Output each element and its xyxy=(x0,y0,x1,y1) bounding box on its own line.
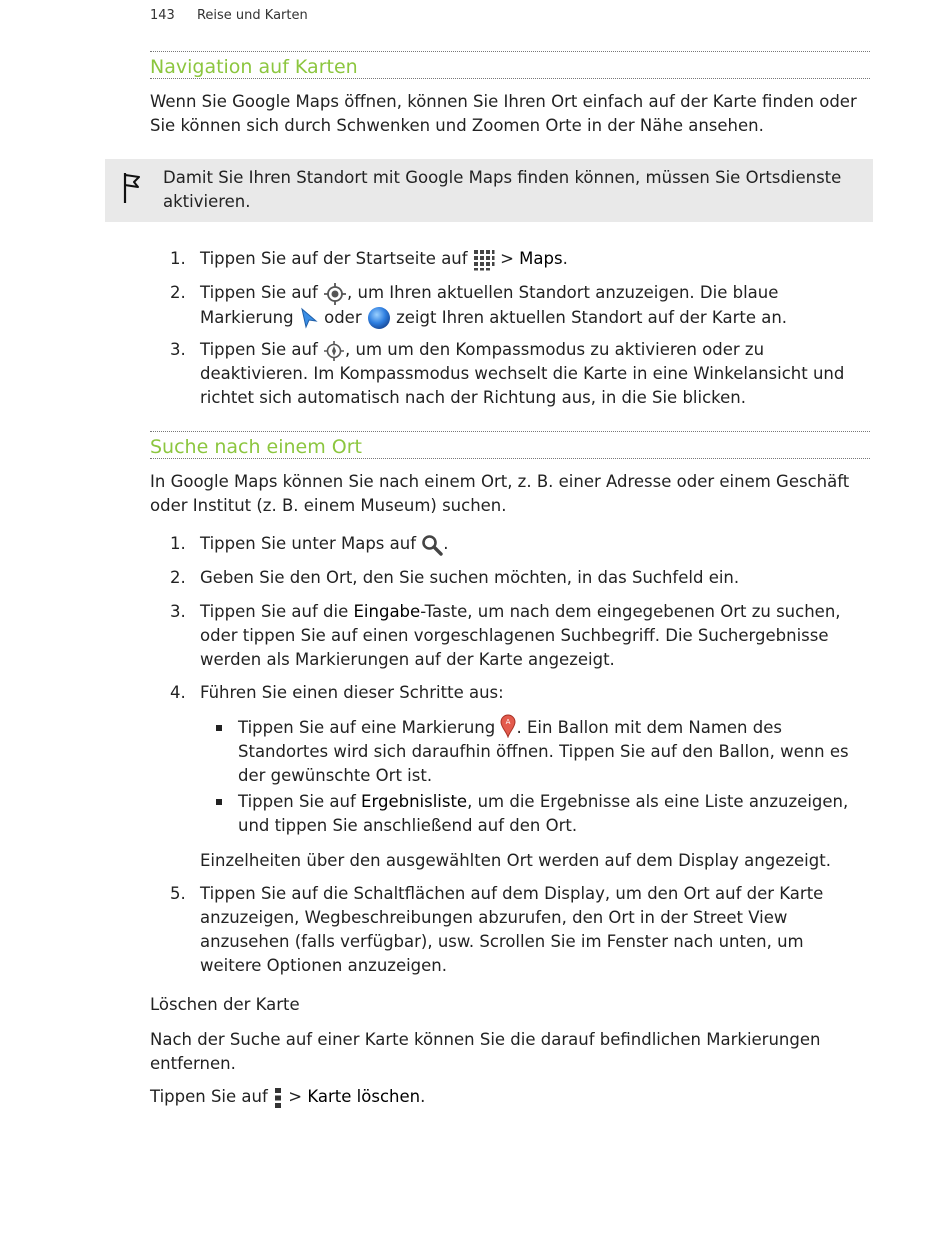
page-header xyxy=(150,8,308,23)
enter-key-label: Eingabe xyxy=(353,602,421,621)
section-heading-navigation xyxy=(150,51,870,79)
step-number: 3. xyxy=(170,340,186,359)
clear-map-text: Nach der Suche auf einer Karte können Sie die darauf befindlichen Markierungen entfernen. xyxy=(150,1030,821,1073)
step-text: Geben Sie den Ort, den Sie suchen möchten, in das Suchfeld ein. xyxy=(200,568,740,587)
step-number: 3. xyxy=(170,602,186,621)
step-text: Tippen Sie auf die Schaltflächen auf dem Display, um den Ort auf der Karte anzuzeigen, Wegbeschreibungen abzurufen, den Ort in der Street View anzusehen (falls verfügbar), usw. Scrollen Sie im Fenster nach unten, um weitere Optionen anzuzeigen. xyxy=(200,884,824,975)
flag-icon xyxy=(121,171,143,205)
step-number: 1. xyxy=(170,249,186,268)
page: 143 Reise und Karten Navigation auf Karten Wenn Sie Google Maps öffnen, können Sie Ihren Ort einfach auf der Karte finden oder Sie können sich durch Schwenken und Zoomen Orte in der Nähe ansehen. Damit Sie Ihren Standort mit Google Maps finden können, müssen Sie Ortsdienste aktivieren. 1. Tippen Sie auf der Startseite auf > Maps. 2. Tippen Sie auf , um Ihren aktuellen Standort anzuzeigen. Die blaue Markierung oder zeigt Ihren aktuellen Standort auf der Karte an. 3. Tippen Sie auf , um um den Kompassmodus zu aktivieren oder zu deaktivieren. Im Kompassmodus wechselt die Karte in eine Winkelansicht und richtet sich automatisch nach der Richtung aus, in die Sie blicken. Suche nach einem Ort In Google Maps können Sie nach einem Ort, z. B. einer Adresse oder einem Geschäft oder Institut (z. B. einem Museum) suchen. 1. Tippen Sie unter Maps auf . 2. Geben Sie den Ort, den Sie suchen möchten, in das Suchfeld ein. 3. Tippen Sie auf die Eingabe-Taste, um nach dem eingegebenen Ort zu suchen, oder tippen Sie auf einen vorgeschlagenen Suchbegriff. Die Suchergebnisse werden als Markierungen auf der Karte angezeigt. 4. Führen Sie einen dieser Schritte aus: Tippen Sie auf eine Markierung A . Ein Ballon mit dem Namen des Standortes wird sich daraufhin öffnen. Tippen Sie auf den Ballon, wenn es der gewünschte Ort ist. Tippen Sie auf Ergebnisliste, um die Ergebnisse als eine Liste anzuzeigen, und tippen Sie anschließend auf den Ort. Einzelheiten über den ausgewählten Ort werden auf dem Display angezeigt. 5. Tippen Sie auf die Schaltflächen auf dem Display, um den Ort auf der Karte anzuzeigen, Wegbeschreibungen abzurufen, den Ort in der Street View anzusehen (falls verfügbar), usw. Scrollen Sie im Fenster nach unten, um weitere Optionen anzuzeigen. Löschen der Karte Nach der Suche auf einer Karte können Sie die darauf befindlichen Markierungen entfernen. Tippen Sie auf > Karte löschen. xyxy=(0,0,950,1254)
step-number: 2. xyxy=(170,568,186,587)
section-heading-search xyxy=(150,431,870,459)
svg-text:A: A xyxy=(506,717,511,726)
result-list-label: Ergebnisliste xyxy=(361,792,468,811)
section-intro: Wenn Sie Google Maps öffnen, können Sie Ihren Ort einfach auf der Karte finden oder Sie können sich durch Schwenken und Zoomen Orte in der Nähe ansehen. xyxy=(150,92,857,135)
compass-icon xyxy=(323,340,345,362)
note-box xyxy=(105,159,873,222)
bullet-marker xyxy=(216,799,222,805)
note-text: Damit Sie Ihren Standort mit Google Maps finden können, müssen Sie Ortsdienste aktivieren. xyxy=(163,168,842,211)
step-text: Führen Sie einen dieser Schritte aus: xyxy=(200,683,504,702)
page-number: 143 xyxy=(150,8,175,23)
step-number: 1. xyxy=(170,534,186,553)
maps-label: Maps xyxy=(519,249,563,268)
step-text: Tippen Sie auf der Startseite auf xyxy=(200,249,468,268)
step-number: 2. xyxy=(170,283,186,302)
step-number: 5. xyxy=(170,884,186,903)
blue-location-arrow-icon xyxy=(299,307,319,329)
section-title: Suche nach einem Ort xyxy=(150,436,362,458)
map-pin-icon xyxy=(500,714,516,738)
apps-grid-icon xyxy=(473,249,495,271)
section-title: Navigation auf Karten xyxy=(150,56,358,78)
step-number: 4. xyxy=(170,683,186,702)
blue-globe-icon xyxy=(367,306,391,330)
clear-map-instruction: Tippen Sie auf > Karte löschen. xyxy=(150,1085,872,1109)
menu-dots-icon xyxy=(273,1087,283,1109)
clear-map-label: Karte löschen xyxy=(307,1087,421,1106)
search-icon xyxy=(421,534,443,556)
section-intro: In Google Maps können Sie nach einem Ort, z. B. einer Adresse oder einem Geschäft oder Institut (z. B. einem Museum) suchen. xyxy=(150,472,850,515)
bullet-marker xyxy=(216,725,222,731)
subheading-clear-map: Löschen der Karte xyxy=(150,995,300,1014)
chapter-title: Reise und Karten xyxy=(196,8,308,23)
my-location-icon xyxy=(323,282,347,306)
